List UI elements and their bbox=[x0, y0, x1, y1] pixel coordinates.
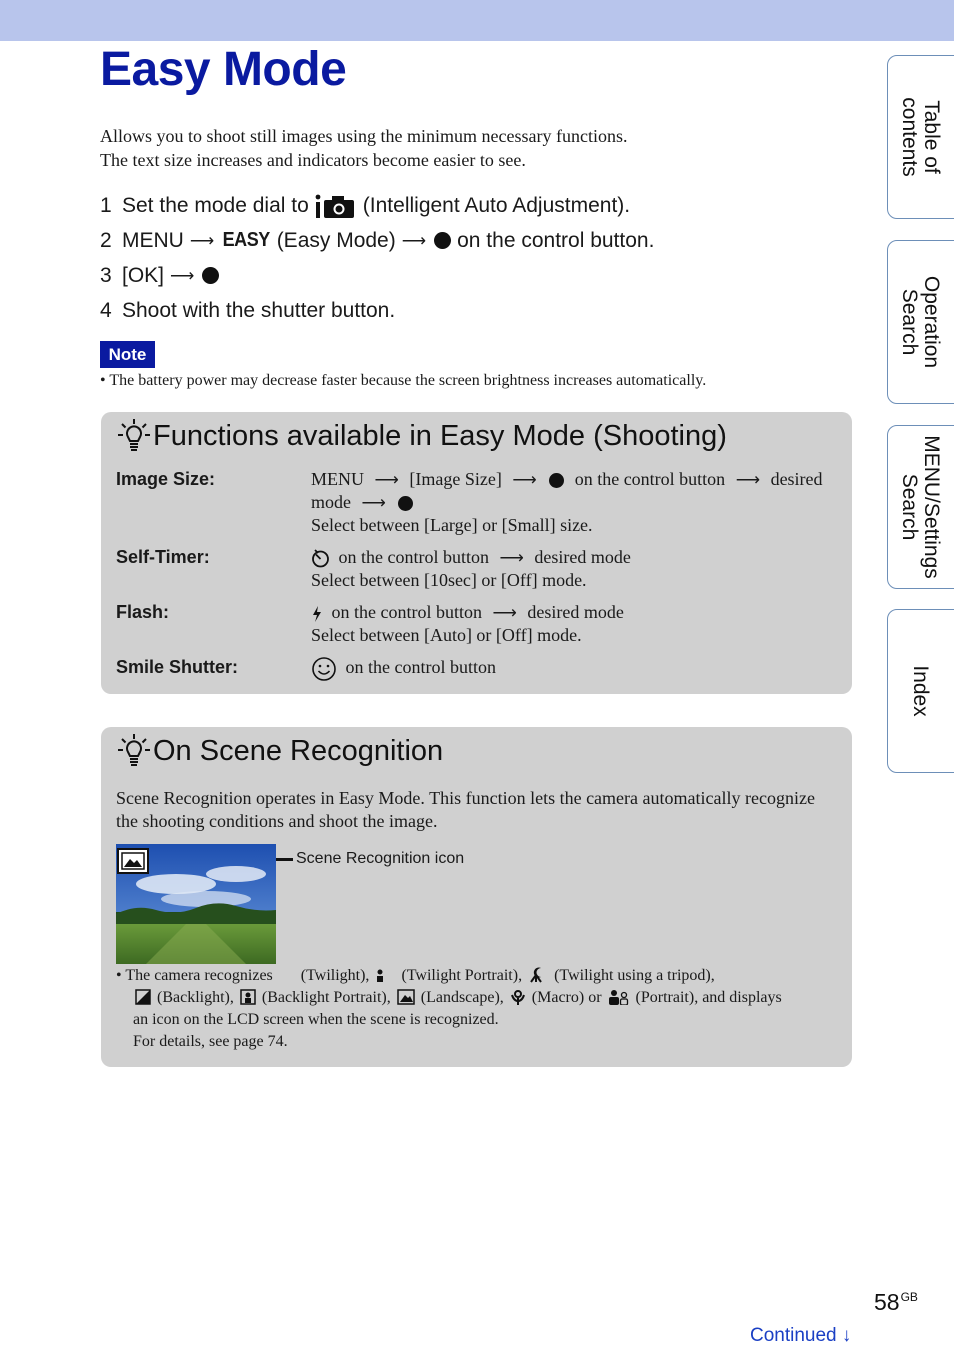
landscape-sample-photo bbox=[116, 844, 276, 964]
arrow-right-icon: ⟶ bbox=[492, 603, 517, 622]
page-number: $58^{GB}$ bbox=[874, 1289, 918, 1315]
callout-line bbox=[276, 858, 293, 861]
continued-link[interactable]: Continued ↓ bbox=[750, 1325, 852, 1346]
backlight-icon bbox=[135, 989, 151, 1005]
tab-index[interactable]: Index bbox=[887, 609, 954, 773]
control-button-center-icon bbox=[434, 232, 451, 249]
tab-menu-settings-search[interactable]: MENU/Settings Search bbox=[887, 425, 954, 589]
step-2: 2 MENU ⟶ EASY (Easy Mode) ⟶ on the control button. bbox=[100, 228, 655, 252]
scene-recognition-box bbox=[101, 727, 852, 1067]
step-4: 4 Shoot with the shutter button. bbox=[100, 298, 396, 322]
arrow-right-icon: ⟶ bbox=[374, 470, 399, 489]
scene-box-title: On Scene Recognition bbox=[117, 733, 443, 769]
arrow-right-icon: ⟶ bbox=[189, 230, 215, 250]
portrait-icon bbox=[608, 989, 630, 1005]
control-button-center-icon bbox=[549, 473, 564, 488]
page-title: Easy Mode bbox=[100, 43, 347, 96]
arrow-right-icon: ⟶ bbox=[499, 548, 524, 567]
scene-types-list: • The camera recognizes (Twilight), (Twilight Portrait), (Twilight using a tripod), (Backlight), (Backlight Portrait), (Landscape), (Macro) or (Portrait), and displays an icon on the LCD screen when the scene is recognized. For details, see page 74. bbox=[116, 967, 782, 1050]
arrow-right-icon: ⟶ bbox=[401, 230, 427, 250]
landscape-icon bbox=[397, 989, 415, 1005]
twilight-icon bbox=[279, 967, 295, 983]
step-3: 3 [OK] ⟶ bbox=[100, 258, 654, 293]
control-button-center-icon bbox=[202, 267, 219, 284]
photo-caption: Scene Recognition icon bbox=[296, 850, 465, 867]
intro-text: Allows you to shoot still images using the minimum necessary functions. The text size increases and indicators become easier to see. bbox=[100, 126, 628, 170]
intelligent-auto-camera-icon bbox=[315, 193, 355, 219]
tab-table-of-contents[interactable]: Table of contents bbox=[887, 55, 954, 219]
tab-operation-search[interactable]: Operation Search bbox=[887, 240, 954, 404]
arrow-right-icon: ⟶ bbox=[361, 493, 386, 512]
control-button-center-icon bbox=[398, 496, 413, 511]
easy-mode-glyph: EASY bbox=[222, 229, 271, 251]
step-1: 1 Set the mode dial to (Intelligent Auto Adjustment). bbox=[100, 193, 631, 217]
arrow-right-icon: ⟶ bbox=[512, 470, 537, 489]
steps-list bbox=[100, 188, 654, 328]
note-label: Note bbox=[100, 341, 155, 368]
twilight-tripod-icon bbox=[528, 967, 548, 983]
hint-bulb-icon bbox=[117, 733, 151, 769]
macro-icon bbox=[510, 989, 526, 1005]
smile-icon bbox=[311, 656, 337, 682]
twilight-portrait-icon bbox=[375, 967, 395, 983]
top-banner bbox=[0, 0, 954, 41]
flash-icon bbox=[311, 605, 323, 623]
functions-box: Functions available in Easy Mode (Shooting) Image Size: MENU ⟶ [Image Size] ⟶ on the control button ⟶ desired mode ⟶ Select between [Large] or [Small] size. Self-Timer: on the control button ⟶ desired mode Select between [10sec] or [Off] mode. Flash: on the control button ⟶ desired mode Select between [Auto] or [Off] mode. Smile Shutter: on the control button bbox=[101, 412, 852, 694]
arrow-right-icon: ⟶ bbox=[735, 470, 761, 489]
hint-bulb-icon bbox=[117, 418, 151, 454]
scene-description: Scene Recognition operates in Easy Mode. This function lets the camera automatically recognize the shooting conditions and shoot the image. bbox=[116, 788, 815, 831]
functions-box-title: Functions available in Easy Mode (Shooting) bbox=[117, 418, 727, 454]
arrow-down-icon: ↓ bbox=[841, 1325, 852, 1346]
arrow-right-icon: ⟶ bbox=[170, 265, 195, 285]
self-timer-icon bbox=[311, 549, 330, 568]
backlight-portrait-icon bbox=[240, 989, 256, 1005]
note-text: • The battery power may decrease faster because the screen brightness increases automatically. bbox=[100, 372, 707, 389]
